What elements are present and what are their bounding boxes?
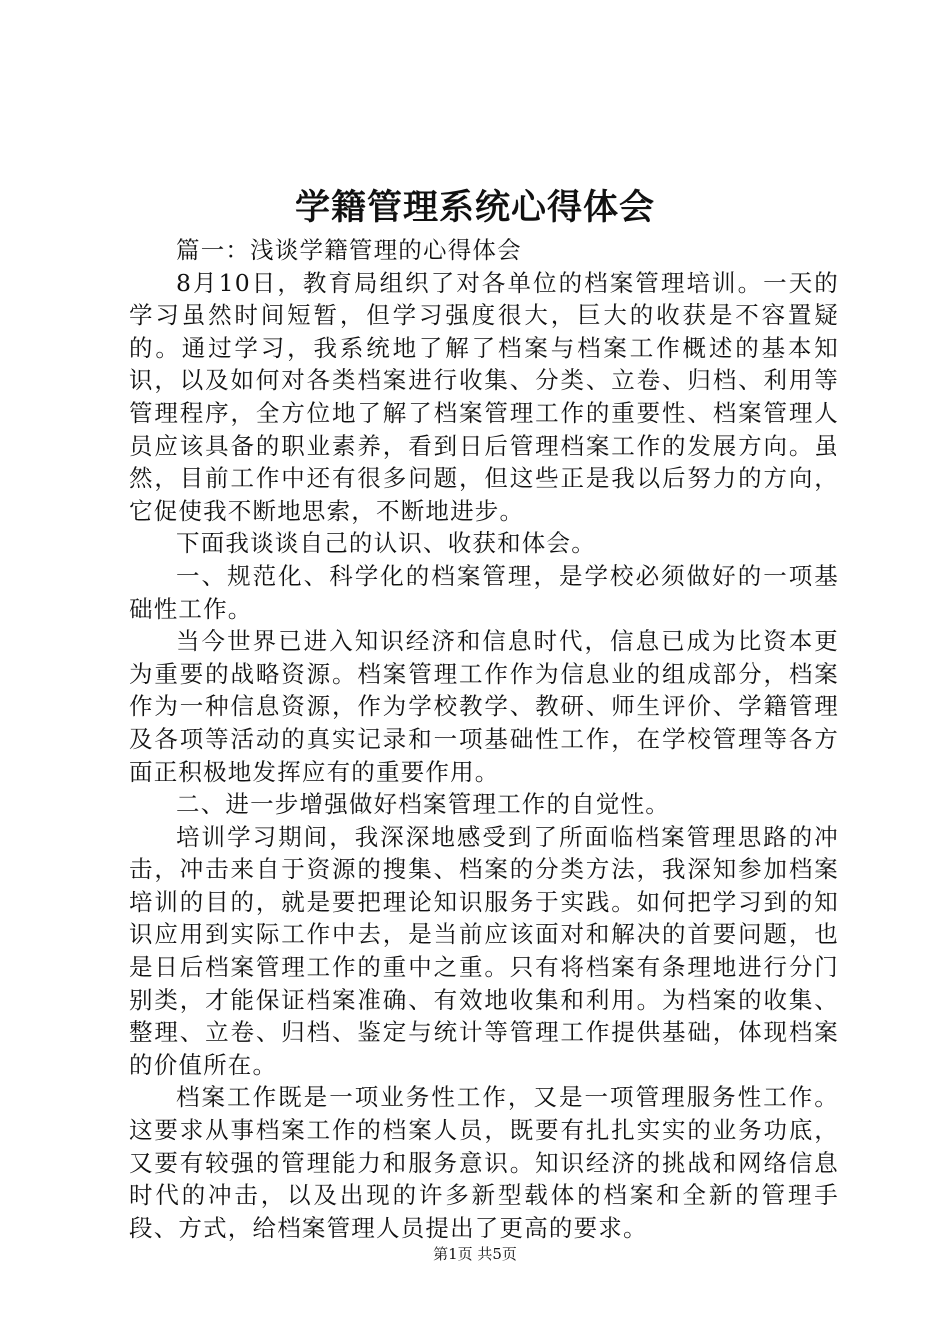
paragraph-point-two-body: 培训学习期间，我深深地感受到了所面临档案管理思路的冲击，冲击来自于资源的搜集、档案的分类方法，我深知参加档案培训的目的，就是要把理论知识服务于实践。如何把学习到的知识应用到实际工作中去，是当前应该面对和解决的首要问题，也是日后档案管理工作的重中之重。只有将档案有条理地进行分门别类，才能保证档案准确、有效地收集和利用。为档案的收集、整理、立卷、归档、鉴定与统计等管理工作提供基础，体现档案的价值所在。 bbox=[129, 822, 839, 1079]
paragraph-training-intro: 8月10日，教育局组织了对各单位的档案管理培训。一天的学习虽然时间短暂，但学习强度很大，巨大的收获是不容置疑的。通过学习，我系统地了解了档案与档案工作概述的基本知识，以及如何对各类档案进行收集、分类、立卷、归档、利用等管理程序，全方位地了解了档案管理工作的重要性、档案管理人员应该具备的职业素养，看到日后管理档案工作的发展方向。虽然，目前工作中还有很多问题，但这些正是我以后努力的方向，它促使我不断地思索，不断地进步。 bbox=[129, 268, 839, 525]
page-number-footer: 第1页 共5页 bbox=[433, 1245, 517, 1263]
document-body bbox=[129, 234, 839, 1244]
paragraph-archive-work: 档案工作既是一项业务性工作，又是一项管理服务性工作。这要求从事档案工作的档案人员，既要有扎扎实实的业务功底，又要有较强的管理能力和服务意识。知识经济的挑战和网络信息时代的冲击，以及出现的许多新型载体的档案和全新的管理手段、方式，给档案管理人员提出了更高的要求。 bbox=[129, 1083, 839, 1242]
paragraph-transition: 下面我谈谈自己的认识、收获和体会。 bbox=[176, 529, 596, 558]
paragraph-section-heading: 篇一：浅谈学籍管理的心得体会 bbox=[176, 236, 522, 264]
document-title: 学籍管理系统心得体会 bbox=[294, 188, 655, 228]
paragraph-point-two-heading: 二、进一步增强做好档案管理工作的自觉性。 bbox=[176, 790, 670, 819]
paragraph-point-one-heading: 一、规范化、科学化的档案管理，是学校必须做好的一项基础性工作。 bbox=[129, 561, 839, 623]
paragraph-point-one-body: 当今世界已进入知识经济和信息时代，信息已成为比资本更为重要的战略资源。档案管理工作作为信息业的组成部分，档案作为一种信息资源，作为学校教学、教研、师生评价、学籍管理及各项等活动的真实记录和一项基础性工作，在学校管理等各方面正积极地发挥应有的重要作用。 bbox=[129, 627, 839, 786]
